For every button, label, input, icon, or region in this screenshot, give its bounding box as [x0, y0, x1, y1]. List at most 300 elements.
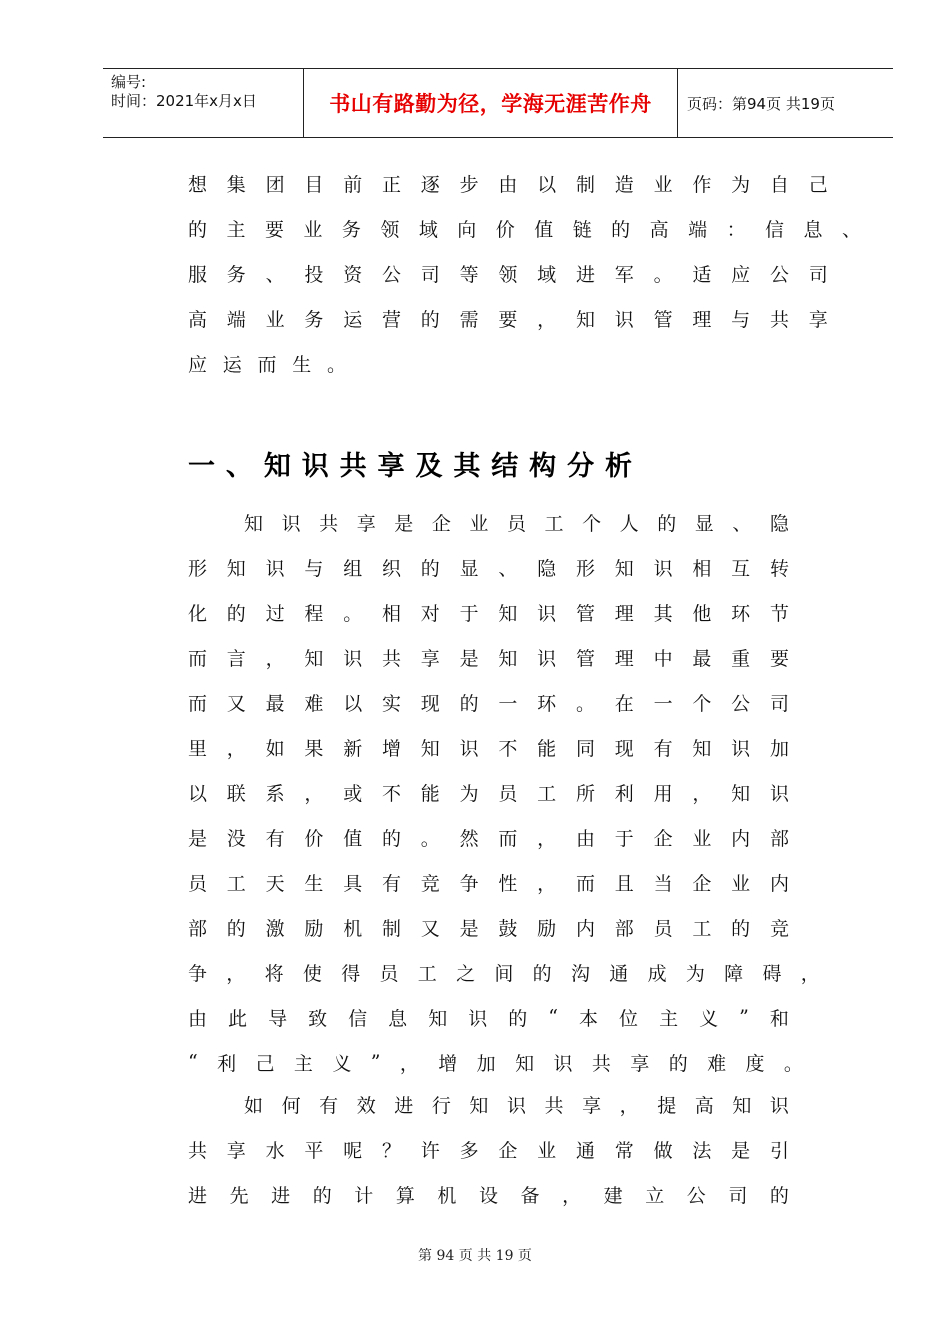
text-char: 服 [188, 263, 208, 286]
text-char: 鼓 [498, 917, 518, 940]
text-char: 息 [803, 218, 823, 241]
text-char: 有 [653, 737, 673, 760]
text-char: 效 [356, 1094, 376, 1117]
text-char: 信 [348, 1007, 368, 1030]
text-char: 又 [226, 692, 246, 715]
text-char: 现 [420, 692, 440, 715]
text-char: 司 [769, 692, 789, 715]
text-char: 识 [537, 647, 557, 670]
text-line [188, 1002, 789, 1032]
text-char: 工 [537, 782, 557, 805]
text-char: 能 [420, 782, 440, 805]
text-char: 与 [304, 557, 324, 580]
text-char: 工 [692, 917, 712, 940]
text-line [244, 507, 789, 537]
text-char: 高 [188, 308, 208, 331]
text-char: 人 [619, 512, 639, 535]
text-char: 显 [694, 512, 714, 535]
text-char: 公 [686, 1184, 706, 1207]
text-char: 高 [649, 218, 669, 241]
text-char: 作 [692, 173, 712, 196]
text-char: 步 [459, 173, 479, 196]
header-page-label: 页码：第94页 共19页 [687, 94, 835, 113]
text-char: 行 [431, 1094, 451, 1117]
text-char: 资 [343, 263, 363, 286]
text-char: 价 [304, 827, 324, 850]
text-char: 知 [244, 512, 264, 535]
text-char: 值 [343, 827, 363, 850]
text-char: 前 [343, 173, 363, 196]
text-char: 由 [575, 827, 595, 850]
section-heading [188, 443, 632, 483]
text-char: ， [619, 1094, 639, 1117]
text-char: 理 [614, 602, 634, 625]
text-char: 的 [226, 602, 246, 625]
text-char: 没 [226, 827, 246, 850]
text-char: 用 [653, 782, 673, 805]
text-char: 隐 [537, 557, 557, 580]
text-line [188, 642, 789, 672]
text-char: 。 [326, 353, 346, 376]
text-char: 员 [506, 512, 526, 535]
text-char: 业 [653, 173, 673, 196]
text-char: 形 [188, 557, 208, 580]
text-char: 工 [226, 872, 246, 895]
text-char: 由 [188, 1007, 208, 1030]
text-char: 运 [343, 308, 363, 331]
text-char: 本 [579, 1007, 599, 1030]
text-char: 法 [692, 1139, 712, 1162]
text-char: 或 [343, 782, 363, 805]
text-char: ， [304, 782, 324, 805]
text-char: 知 [732, 1094, 752, 1117]
text-line [188, 552, 789, 582]
text-char: 共 [544, 1094, 564, 1117]
text-char: 里 [188, 737, 208, 760]
text-char: 转 [769, 557, 789, 580]
text-char: 个 [582, 512, 602, 535]
text-char: 实 [381, 692, 401, 715]
text-line [188, 732, 789, 762]
text-char: 识 [614, 308, 634, 331]
text-char: 主 [659, 1007, 679, 1030]
text-char: 加 [476, 1052, 496, 1075]
text-char: 现 [614, 737, 634, 760]
text-char: ， [537, 872, 557, 895]
text-char: 由 [498, 173, 518, 196]
text-line [188, 1179, 789, 1209]
text-char: 果 [304, 737, 324, 760]
text-char: 激 [265, 917, 285, 940]
text-char: 组 [343, 557, 363, 580]
text-char: 引 [769, 1139, 789, 1162]
text-char: 识 [343, 647, 363, 670]
text-char: 化 [188, 602, 208, 625]
text-char: ， [692, 782, 712, 805]
text-line [188, 213, 861, 243]
text-char: 端 [226, 308, 246, 331]
text-char: 碍 [762, 962, 782, 985]
text-char: 知 [575, 308, 595, 331]
text-char: 节 [769, 602, 789, 625]
text-char: 应 [731, 263, 751, 286]
text-char: 司 [420, 263, 440, 286]
text-char: 相 [692, 557, 712, 580]
text-char: 利 [217, 1052, 237, 1075]
text-line [188, 912, 789, 942]
text-char: 重 [731, 647, 751, 670]
text-char: 利 [614, 782, 634, 805]
text-char: 企 [653, 827, 673, 850]
text-char: 管 [653, 308, 673, 331]
text-char: 制 [381, 917, 401, 940]
text-char: 共 [381, 647, 401, 670]
text-char: 投 [304, 263, 324, 286]
text-char: 的 [731, 917, 751, 940]
text-char: 需 [459, 308, 479, 331]
text-char: 的 [459, 692, 479, 715]
text-char: 部 [188, 917, 208, 940]
text-char: 呢 [343, 1139, 363, 1162]
text-char: 内 [769, 872, 789, 895]
text-char: 个 [692, 692, 712, 715]
text-char: 成 [647, 962, 667, 985]
text-line [188, 597, 789, 627]
text-char: 于 [614, 827, 634, 850]
text-char: 许 [420, 1139, 440, 1162]
text-char: 通 [575, 1139, 595, 1162]
text-char: 自 [769, 173, 789, 196]
text-char: 、 [265, 263, 285, 286]
text-char: 的 [226, 917, 246, 940]
text-char: 识 [731, 737, 751, 760]
text-char: 主 [226, 218, 246, 241]
text-char: 隐 [769, 512, 789, 535]
text-char: ？ [381, 1139, 401, 1162]
text-char: 知 [420, 737, 440, 760]
text-char: 员 [653, 917, 673, 940]
text-char: 为 [459, 782, 479, 805]
text-char: 有 [265, 827, 285, 850]
text-char: 的 [381, 827, 401, 850]
text-char: 享 [630, 1052, 650, 1075]
text-char: 如 [265, 737, 285, 760]
text-char: 的 [611, 218, 631, 241]
text-char: 致 [308, 1007, 328, 1030]
text-char: 内 [575, 917, 595, 940]
text-char: 一 [653, 692, 673, 715]
text-char: 务 [341, 218, 361, 241]
text-char: 与 [731, 308, 751, 331]
text-char: 要 [264, 218, 284, 241]
text-char: 军 [614, 263, 634, 286]
text-char: 进 [575, 263, 595, 286]
text-char: 度 [745, 1052, 765, 1075]
text-char: 管 [575, 647, 595, 670]
text-char: 生 [304, 872, 324, 895]
text-char: 享 [356, 512, 376, 535]
text-char: 企 [431, 512, 451, 535]
text-char: 励 [537, 917, 557, 940]
text-char: 逐 [420, 173, 440, 196]
text-char: 共 [339, 450, 367, 482]
text-char: 的 [420, 308, 440, 331]
text-char: 领 [380, 218, 400, 241]
text-char: 进 [188, 1184, 208, 1207]
text-char: 水 [265, 1139, 285, 1162]
text-char: 息 [388, 1007, 408, 1030]
text-char: 知 [731, 782, 751, 805]
text-char: 向 [457, 218, 477, 241]
text-char: 信 [765, 218, 785, 241]
text-char: 司 [728, 1184, 748, 1207]
text-char: 司 [808, 263, 828, 286]
text-char: 有 [381, 872, 401, 895]
text-char: 一 [498, 692, 518, 715]
text-char: 难 [707, 1052, 727, 1075]
text-char: 又 [420, 917, 440, 940]
text-char: 识 [301, 450, 329, 482]
text-char: 知 [304, 647, 324, 670]
text-line [188, 957, 820, 987]
text-char: 是 [459, 647, 479, 670]
text-char: 联 [226, 782, 246, 805]
text-char: 加 [769, 737, 789, 760]
text-char: 享 [377, 450, 405, 482]
text-char: 内 [731, 827, 751, 850]
text-char: 、 [225, 450, 253, 482]
text-char: 。 [653, 263, 673, 286]
text-char: 务 [226, 263, 246, 286]
text-char: 立 [645, 1184, 665, 1207]
text-char: 员 [379, 962, 399, 985]
text-char: 障 [724, 962, 744, 985]
text-char: 环 [537, 692, 557, 715]
text-char: 知 [469, 1094, 489, 1117]
text-char: 、 [841, 218, 861, 241]
text-char: 适 [692, 263, 712, 286]
text-char: 对 [420, 602, 440, 625]
text-char: “ [548, 1006, 558, 1028]
text-char: 为 [731, 173, 751, 196]
text-char: 所 [575, 782, 595, 805]
text-char: 理 [692, 308, 712, 331]
text-char: 识 [506, 1094, 526, 1117]
text-char: 分 [567, 450, 595, 482]
text-char: 识 [653, 557, 673, 580]
text-char: 的 [508, 1007, 528, 1030]
text-char: 生 [292, 353, 312, 376]
text-char: 的 [769, 1184, 789, 1207]
text-char: 为 [685, 962, 705, 985]
text-char: 系 [265, 782, 285, 805]
text-char: 然 [459, 827, 479, 850]
text-char: 公 [731, 692, 751, 715]
text-char: 得 [341, 962, 361, 985]
text-char: 要 [498, 308, 518, 331]
text-char: 励 [304, 917, 324, 940]
text-char: 识 [459, 737, 479, 760]
text-char: 在 [614, 692, 634, 715]
text-char: 和 [769, 1007, 789, 1030]
text-line [188, 687, 789, 717]
text-line [244, 1089, 789, 1119]
text-char: 业 [537, 1139, 557, 1162]
text-char: 识 [537, 602, 557, 625]
text-char: 识 [468, 1007, 488, 1030]
text-char: 知 [428, 1007, 448, 1030]
text-char: 的 [532, 962, 552, 985]
text-char: 以 [188, 782, 208, 805]
text-char: 等 [459, 263, 479, 286]
text-char: 链 [572, 218, 592, 241]
text-char: 如 [244, 1094, 264, 1117]
text-char: 互 [731, 557, 751, 580]
text-char: 进 [394, 1094, 414, 1117]
text-char: 的 [668, 1052, 688, 1075]
text-char: 相 [381, 602, 401, 625]
text-char: 共 [769, 308, 789, 331]
text-char: 要 [769, 647, 789, 670]
time-label: 时间：2021年x月x日 [111, 92, 257, 110]
text-char: 将 [264, 962, 284, 985]
text-char: 运 [222, 353, 242, 376]
text-char: 己 [808, 173, 828, 196]
text-char: 形 [575, 557, 595, 580]
text-char: 义 [699, 1007, 719, 1030]
text-char: 有 [319, 1094, 339, 1117]
text-char: 以 [537, 173, 557, 196]
text-char: 享 [808, 308, 828, 331]
text-char: 共 [188, 1139, 208, 1162]
text-char: 端 [688, 218, 708, 241]
text-char: 最 [692, 647, 712, 670]
text-char: 而 [257, 353, 277, 376]
text-char: ： [726, 218, 746, 241]
text-char: 结 [491, 450, 519, 482]
text-char: 知 [226, 557, 246, 580]
doc-number-label: 编号: [111, 73, 147, 91]
text-char: 业 [731, 872, 751, 895]
header-left-cell [111, 73, 257, 111]
text-char: ， [226, 737, 246, 760]
text-char: 难 [304, 692, 324, 715]
text-char: 进 [271, 1184, 291, 1207]
text-line [188, 303, 828, 333]
text-char: ， [800, 962, 820, 985]
text-line [188, 258, 828, 288]
text-char: 平 [304, 1139, 324, 1162]
text-char: 工 [544, 512, 564, 535]
text-char: 主 [293, 1052, 313, 1075]
text-line [188, 168, 828, 198]
text-char: 知 [614, 557, 634, 580]
text-char: 不 [498, 737, 518, 760]
text-char: 享 [226, 1139, 246, 1162]
text-line [188, 348, 346, 378]
text-char: 于 [459, 602, 479, 625]
text-char: 常 [614, 1139, 634, 1162]
text-char: 公 [381, 263, 401, 286]
text-char: 识 [769, 782, 789, 805]
text-char: 争 [459, 872, 479, 895]
text-char: 建 [603, 1184, 623, 1207]
text-char: 域 [537, 263, 557, 286]
text-char: 工 [417, 962, 437, 985]
text-char: 织 [381, 557, 401, 580]
text-char: 应 [188, 353, 208, 376]
text-line [188, 1047, 803, 1077]
text-char: 此 [228, 1007, 248, 1030]
text-char: 制 [575, 173, 595, 196]
text-char: 其 [653, 602, 673, 625]
text-char: 的 [312, 1184, 332, 1207]
text-char: 营 [381, 308, 401, 331]
text-char: 多 [459, 1139, 479, 1162]
text-char: 构 [529, 450, 557, 482]
text-char: ， [562, 1184, 582, 1207]
text-char: ， [537, 308, 557, 331]
text-char: 他 [692, 602, 712, 625]
text-char: 之 [456, 962, 476, 985]
text-char: 先 [229, 1184, 249, 1207]
text-char: 做 [653, 1139, 673, 1162]
text-char: 及 [415, 450, 443, 482]
text-char: 集 [226, 173, 246, 196]
text-char: 识 [265, 557, 285, 580]
text-char: 业 [303, 218, 323, 241]
text-char: 是 [188, 827, 208, 850]
text-char: 管 [575, 602, 595, 625]
text-char: 。 [420, 827, 440, 850]
text-char: 导 [268, 1007, 288, 1030]
text-char: 知 [498, 602, 518, 625]
text-char: 天 [265, 872, 285, 895]
text-char: 识 [281, 512, 301, 535]
text-char: 是 [394, 512, 414, 535]
text-char: 领 [498, 263, 518, 286]
text-char: 且 [614, 872, 634, 895]
header-table [103, 68, 893, 138]
text-char: 而 [575, 872, 595, 895]
text-char: 造 [614, 173, 634, 196]
text-char: 理 [614, 647, 634, 670]
text-char: 能 [537, 737, 557, 760]
text-char: 识 [553, 1052, 573, 1075]
text-char: 识 [769, 1094, 789, 1117]
text-char: 最 [265, 692, 285, 715]
text-char: 一 [188, 450, 215, 482]
text-char: 义 [332, 1052, 352, 1075]
text-char: 部 [769, 827, 789, 850]
text-char: 。 [783, 1052, 803, 1075]
text-char: 知 [498, 647, 518, 670]
text-char: 而 [188, 647, 208, 670]
text-char: 析 [604, 450, 632, 482]
text-char: 企 [498, 1139, 518, 1162]
page-footer: 第 94 页 共 19 页 [418, 1248, 532, 1264]
text-char: ， [226, 962, 246, 985]
text-char: 高 [694, 1094, 714, 1117]
text-char: ” [739, 1006, 749, 1028]
text-char: 价 [495, 218, 515, 241]
text-char: 知 [515, 1052, 535, 1075]
text-char: 通 [609, 962, 629, 985]
text-char: 企 [692, 872, 712, 895]
text-char: 争 [188, 962, 208, 985]
text-char: 新 [343, 737, 363, 760]
text-char: 当 [653, 872, 673, 895]
